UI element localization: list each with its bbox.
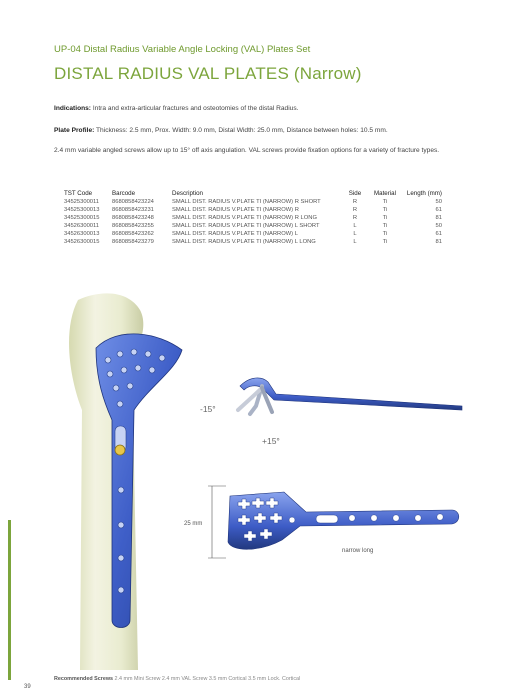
- cell-barcode: 8680858423224: [112, 199, 154, 205]
- plate-top-view: [208, 486, 459, 558]
- cell-material: Ti: [382, 239, 388, 246]
- col-header-barcode: Barcode: [112, 190, 136, 197]
- page-title: DISTAL RADIUS VAL PLATES (Narrow): [54, 64, 362, 83]
- cell-barcode: 8680858423262: [112, 231, 154, 238]
- cell-side: L: [353, 223, 357, 230]
- product-figure: [0, 290, 508, 670]
- cell-material: Ti: [382, 199, 388, 205]
- indications-paragraph: [54, 104, 454, 113]
- cell-tst: 34525300013: [64, 207, 100, 214]
- indications-label: Indications:: [54, 105, 91, 112]
- table-row: [64, 206, 446, 214]
- cell-length: 81: [435, 215, 442, 222]
- cell-material: Ti: [382, 223, 388, 230]
- plate-illustration: [0, 290, 508, 670]
- col-header-side: Side: [348, 190, 362, 197]
- width-dimension-label: 25 mm: [184, 521, 203, 527]
- col-header-tst: TST Code: [64, 190, 93, 197]
- cell-material: Ti: [382, 207, 388, 214]
- product-table: [64, 190, 446, 247]
- col-header-description: Description: [172, 190, 203, 197]
- table-row: [64, 198, 446, 206]
- cell-barcode: 8680858423279: [112, 239, 154, 246]
- cell-tst: 34525300011: [64, 199, 100, 205]
- screw-note: 2.4 mm variable angled screws allow up to 15° off axis angulation. VAL screws provide fixation options for a variety of fracture types.: [54, 147, 440, 154]
- recommended-screws: [54, 676, 300, 682]
- cell-barcode: 8680858423248: [112, 215, 154, 222]
- cell-description: SMALL DIST. RADIUS V.PLATE TI (NARROW) R: [172, 207, 299, 214]
- profile-paragraph: [54, 126, 454, 135]
- cell-side: R: [352, 199, 358, 205]
- cell-side: L: [353, 239, 357, 246]
- cell-barcode: 8680858423231: [112, 207, 154, 214]
- cell-length: 50: [435, 199, 442, 205]
- cell-length: 50: [435, 223, 442, 230]
- cell-length: 61: [435, 207, 442, 214]
- cell-material: Ti: [382, 215, 388, 222]
- cell-tst: 34526300013: [64, 231, 100, 238]
- page-number: 39: [24, 684, 31, 690]
- cell-side: R: [352, 215, 358, 222]
- profile-label: Plate Profile:: [54, 127, 95, 134]
- table-row: [64, 222, 446, 230]
- plate-side-view: [238, 378, 462, 414]
- col-header-length: Length (mm): [406, 190, 442, 197]
- cell-side: L: [353, 231, 357, 238]
- profile-text: Thickness: 2.5 mm, Prox. Width: 9.0 mm, Distal Width: 25.0 mm, Distance between holes: 10.5 mm.: [96, 127, 388, 134]
- cell-tst: 34525300015: [64, 215, 100, 222]
- cell-tst: 34526300015: [64, 239, 100, 246]
- cell-barcode: 8680858423255: [112, 223, 154, 230]
- recommended-screws-text: 2.4 mm Mini Screw 2.4 mm VAL Screw 3.5 mm Cortical 3.5 mm Lock. Cortical: [114, 676, 301, 682]
- cell-length: 81: [435, 239, 442, 246]
- recommended-screws-label: Recommended Screws: [54, 676, 114, 682]
- plate-caption: narrow long: [342, 548, 374, 554]
- col-header-material: Material: [373, 190, 396, 197]
- cell-description: SMALL DIST. RADIUS V.PLATE TI (NARROW) R SHORT: [172, 199, 321, 205]
- cell-tst: 34526300011: [64, 223, 100, 230]
- indications-text: Intra and extra-articular fractures and osteotomies of the distal Radius.: [92, 105, 299, 112]
- cell-material: Ti: [382, 231, 388, 238]
- table-header-row: [64, 190, 446, 198]
- cell-description: SMALL DIST. RADIUS V.PLATE TI (NARROW) R LONG: [172, 215, 317, 222]
- cell-description: SMALL DIST. RADIUS V.PLATE TI (NARROW) L LONG: [172, 239, 316, 246]
- table-row: [64, 230, 446, 238]
- table-row: [64, 214, 446, 222]
- cell-side: R: [352, 207, 358, 214]
- cell-length: 61: [435, 231, 442, 238]
- angle-minus-label: -15°: [200, 404, 216, 414]
- set-kicker: UP-04 Distal Radius Variable Angle Locking (VAL) Plates Set: [54, 44, 311, 55]
- angle-plus-label: +15°: [262, 436, 280, 446]
- cell-description: SMALL DIST. RADIUS V.PLATE TI (NARROW) L SHORT: [172, 223, 320, 230]
- table-row: [64, 238, 446, 246]
- cell-description: SMALL DIST. RADIUS V.PLATE TI (NARROW) L: [172, 231, 298, 238]
